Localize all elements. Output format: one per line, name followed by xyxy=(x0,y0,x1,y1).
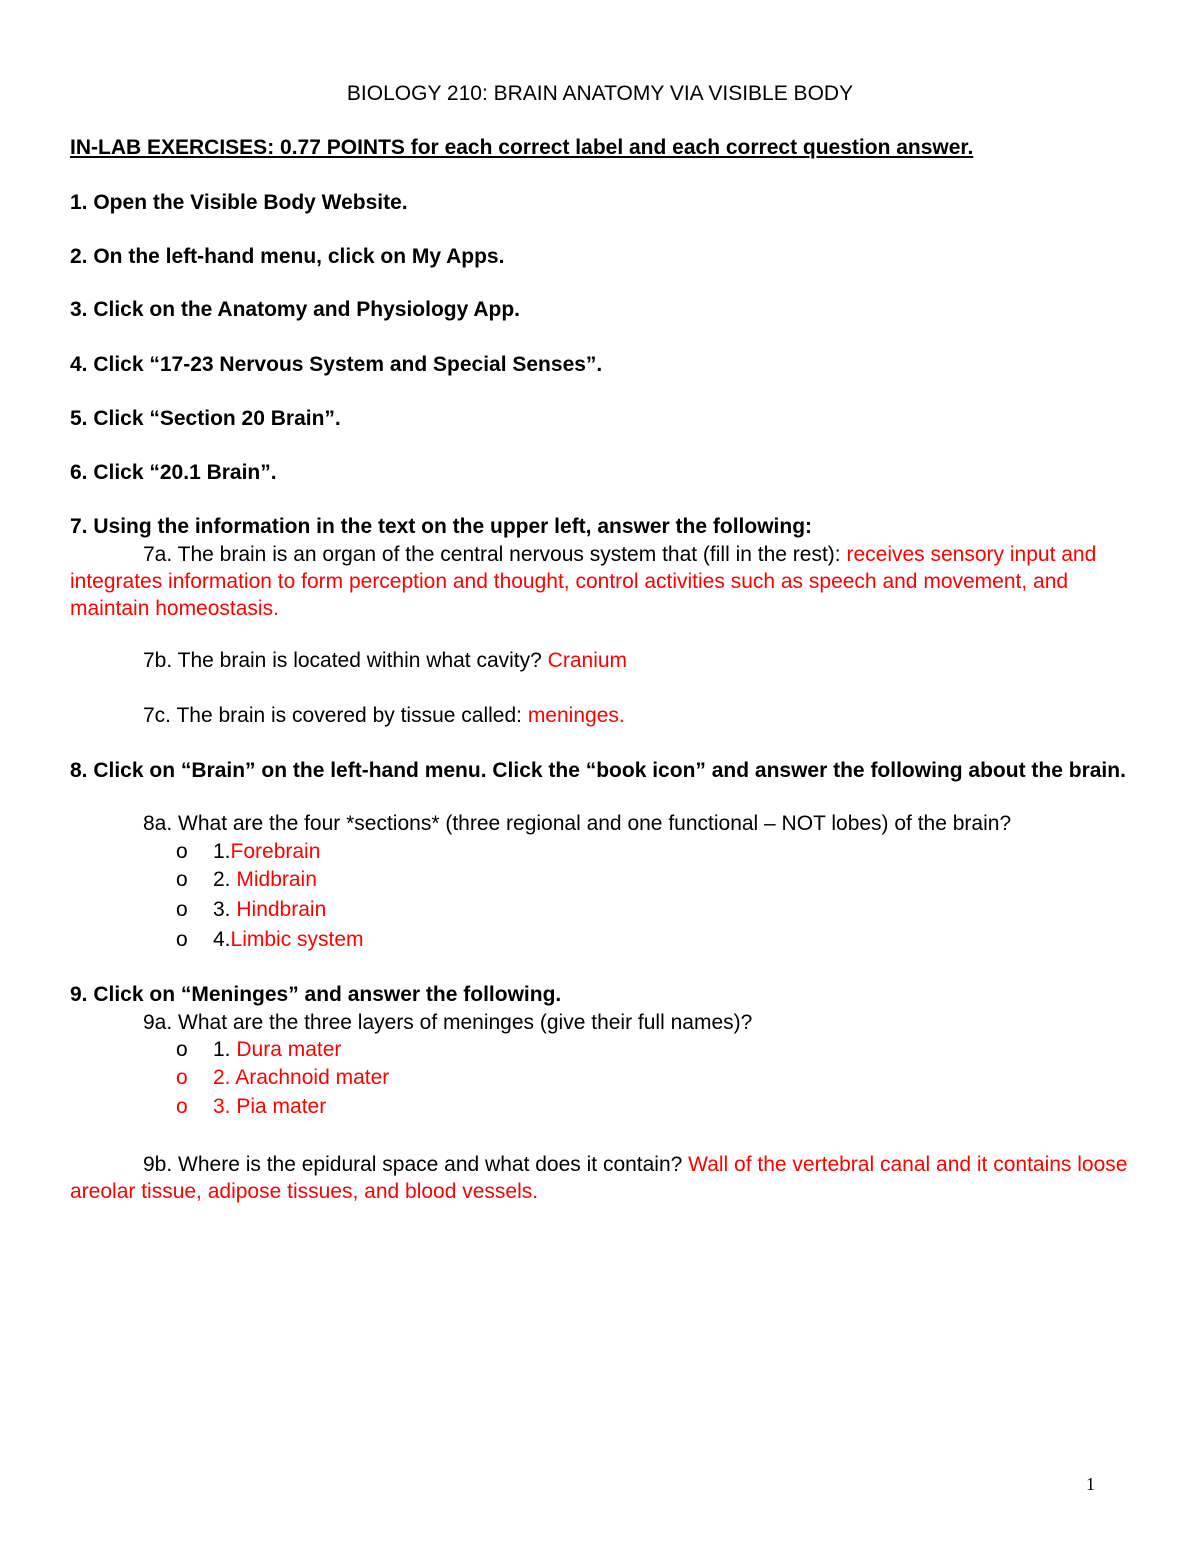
bullet-marker: o xyxy=(176,1066,188,1089)
step-5: 5. Click “Section 20 Brain”. xyxy=(70,407,341,430)
step-1: 1. Open the Visible Body Website. xyxy=(70,191,408,214)
question-7b-answer: Cranium xyxy=(547,649,628,672)
question-7c-answer: meninges. xyxy=(527,704,625,727)
in-lab-exercises-heading: IN-LAB EXERCISES: 0.77 POINTS for each correct label and each correct question answer. xyxy=(70,136,974,159)
list-item-answer: 3. Pia mater xyxy=(213,1095,327,1118)
list-item xyxy=(176,928,364,952)
question-9-heading: 9. Click on “Meninges” and answer the following. xyxy=(70,983,562,1006)
list-item xyxy=(176,868,317,892)
list-item xyxy=(176,1038,341,1062)
question-7b-prompt: 7b. The brain is located within what cavity? xyxy=(143,649,548,672)
list-item-number: 3. xyxy=(213,898,237,921)
step-4: 4. Click “17-23 Nervous System and Special Senses”. xyxy=(70,353,603,376)
list-item-number: 1. xyxy=(213,840,231,863)
question-7c-prompt: 7c. The brain is covered by tissue called: xyxy=(143,704,528,727)
question-7-heading: 7. Using the information in the text on the upper left, answer the following: xyxy=(70,515,813,538)
document-title: BIOLOGY 210: BRAIN ANATOMY VIA VISIBLE BODY xyxy=(346,82,854,105)
list-item-answer: Forebrain xyxy=(230,840,321,863)
list-item-number: 4. xyxy=(213,928,231,951)
question-7a-answer: receives sensory input and integrates information to form perception and thought, control activities such as speech and movement, and maintain homeostasis. xyxy=(70,543,1097,620)
step-3: 3. Click on the Anatomy and Physiology App. xyxy=(70,298,521,321)
list-item-answer: Hindbrain xyxy=(236,898,327,921)
list-item-answer: Midbrain xyxy=(236,868,317,891)
page-number: 1 xyxy=(1086,1474,1095,1494)
bullet-marker: o xyxy=(176,1038,188,1061)
list-item-answer: Limbic system xyxy=(230,928,364,951)
bullet-marker: o xyxy=(176,868,188,891)
list-item-number: 1. xyxy=(213,1038,237,1061)
question-7a xyxy=(70,541,1140,622)
question-9b-answer: Wall of the vertebral canal and it contains loose areolar tissue, adipose tissues, and blood vessels. xyxy=(70,1153,1128,1203)
question-7c xyxy=(143,704,625,728)
list-item xyxy=(176,898,326,922)
list-item xyxy=(176,1066,389,1090)
step-6: 6. Click “20.1 Brain”. xyxy=(70,461,277,484)
question-9b xyxy=(70,1151,1140,1205)
list-item xyxy=(176,1095,326,1119)
question-8-heading: 8. Click on “Brain” on the left-hand menu. Click the “book icon” and answer the following about the brain. xyxy=(70,759,1126,782)
bullet-marker: o xyxy=(176,898,188,921)
list-item xyxy=(176,840,320,864)
step-2: 2. On the left-hand menu, click on My Apps. xyxy=(70,245,505,268)
bullet-marker: o xyxy=(176,928,188,951)
question-9b-prompt: 9b. Where is the epidural space and what does it contain? xyxy=(143,1153,689,1176)
question-7a-prompt: 7a. The brain is an organ of the central nervous system that (fill in the rest): xyxy=(143,543,847,566)
list-item-answer: Dura mater xyxy=(236,1038,342,1061)
question-8a-prompt: 8a. What are the four *sections* (three regional and one functional – NOT lobes) of the brain? xyxy=(143,812,1012,835)
question-9a-prompt: 9a. What are the three layers of meninges (give their full names)? xyxy=(143,1011,753,1034)
bullet-marker: o xyxy=(176,840,188,863)
list-item-number: 2. xyxy=(213,868,237,891)
question-7b xyxy=(143,649,627,673)
list-item-answer: 2. Arachnoid mater xyxy=(213,1066,390,1089)
bullet-marker: o xyxy=(176,1095,188,1118)
